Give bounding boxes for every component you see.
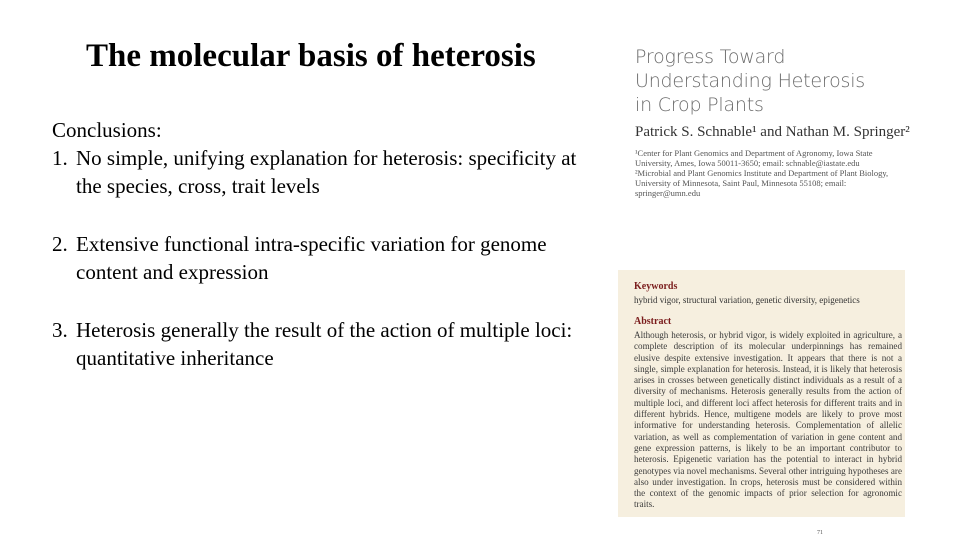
item-number: 3. [52,318,68,342]
abstract-heading: Abstract [634,316,672,327]
slide-title: The molecular basis of heterosis [86,38,536,74]
item-number: 1. [52,146,68,170]
item-text: Extensive functional intra-specific variation for genome content and expression [76,232,547,284]
paper-authors: Patrick S. Schnable¹ and Nathan M. Springer² [635,124,910,140]
abstract-text: Although heterosis, or hybrid vigor, is widely exploited in agriculture, a complete description of its molecular underpinnings has remained elusive despite extensive investigation. It appears that there is not a single, simple explanation for heterosis. Instead, it is likely that heterosis arises in crosses between genetically distinct individuals as a result of a diversity of mechanisms. Heterosis generally results from the action of multiple loci, and different loci affect heterosis for different traits and in different hybrids. Hence, multigene models are likely to prove most informative for understanding heterosis. Complementation of allelic variation, as well as complementation of variation in gene content and gene expression patterns, is likely to be an important contributor to heterosis. Epigenetic variation has the potential to interact in hybrid genotypes via novel mechanisms. Several other intriguing hypotheses are also under investigation. In crops, heterosis must be considered within the context of the genomic impacts of prior selection for agronomic traits. [634,330,902,510]
keywords-text: hybrid vigor, structural variation, genetic diversity, epigenetics [634,295,860,305]
conclusion-item-2 [52,230,592,286]
paper-title-line: Understanding Heterosis [635,70,865,92]
conclusions-section [52,116,592,370]
affiliation-1: ¹Center for Plant Genomics and Department of Agronomy, Iowa State University, Ames, Iowa 50011-3650; email: schnable@iastate.edu [635,148,873,168]
affiliation-2: ²Microbial and Plant Genomics Institute and Department of Plant Biology, University of Minnesota, Saint Paul, Minnesota 55108; email: springer@umn.edu [635,168,889,198]
page-number: 71 [817,530,823,536]
paper-affiliations [635,148,897,198]
keywords-heading: Keywords [634,281,678,292]
paper-title-line: Progress Toward [635,46,786,68]
paper-title [635,45,955,117]
item-text: Heterosis generally the result of the action of multiple loci: quantitative inheritance [76,318,573,370]
conclusion-item-3 [52,316,592,372]
conclusion-item-1 [52,144,592,200]
paper-title-line: in Crop Plants [635,94,764,116]
item-text: No simple, unifying explanation for heterosis: specificity at the species, cross, trait levels [76,146,577,198]
item-number: 2. [52,232,68,256]
abstract-box [618,270,905,517]
conclusions-heading: Conclusions: [52,118,162,142]
